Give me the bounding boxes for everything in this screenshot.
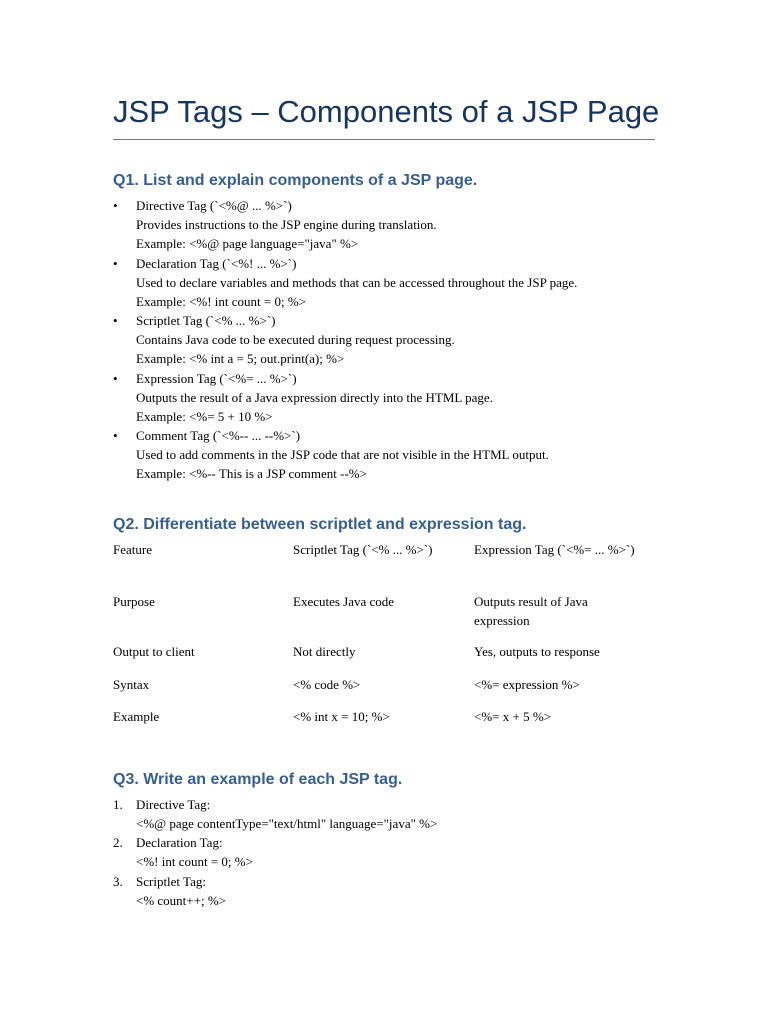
tag-example: Example: <%-- This is a JSP comment --%> (136, 466, 367, 481)
table-cell: Syntax (113, 677, 150, 692)
q2-heading: Q2. Differentiate between scriptlet and expression tag. (113, 516, 527, 533)
bullet-icon: • (113, 371, 118, 386)
tag-label: Scriptlet Tag: (136, 874, 206, 889)
tag-name: Scriptlet Tag (`<% ... %>`) (136, 313, 276, 328)
tag-name: Expression Tag (`<%= ... %>`) (136, 371, 297, 386)
list-number: 1. (113, 797, 123, 812)
table-cell: Executes Java code (293, 594, 395, 609)
list-number: 2. (113, 835, 123, 850)
table-cell: <% int x = 10; %> (293, 709, 390, 724)
table-cell: Yes, outputs to response (474, 644, 600, 659)
tag-description: Used to declare variables and methods that can be accessed throughout the JSP page. (136, 275, 578, 290)
table-cell: Output to client (113, 644, 195, 659)
tag-example: Example: <%= 5 + 10 %> (136, 409, 273, 424)
table-header-cell: Feature (113, 542, 152, 557)
table-cell: <%= x + 5 %> (474, 709, 551, 724)
q1-heading: Q1. List and explain components of a JSP page. (113, 172, 478, 189)
tag-name: Comment Tag (`<%-- ... --%>`) (136, 428, 301, 443)
bullet-icon: • (113, 428, 118, 443)
tag-code: <%@ page contentType="text/html" language="java" %> (136, 816, 438, 831)
bullet-icon: • (113, 256, 118, 271)
tag-example: Example: <% int a = 5; out.print(a); %> (136, 351, 345, 366)
tag-example: Example: <%! int count = 0; %> (136, 294, 307, 309)
table-cell: <%= expression %> (474, 677, 580, 692)
bullet-icon: • (113, 313, 118, 328)
tag-description: Used to add comments in the JSP code that are not visible in the HTML output. (136, 447, 549, 462)
q3-heading: Q3. Write an example of each JSP tag. (113, 771, 403, 788)
tag-code: <% count++; %> (136, 893, 226, 908)
tag-description: Outputs the result of a Java expression directly into the HTML page. (136, 390, 493, 405)
tag-description: Provides instructions to the JSP engine during translation. (136, 217, 437, 232)
tag-label: Declaration Tag: (136, 835, 223, 850)
tag-name: Declaration Tag (`<%! ... %>`) (136, 256, 297, 271)
bullet-icon: • (113, 198, 118, 213)
tag-example: Example: <%@ page language="java" %> (136, 236, 359, 251)
document-title: JSP Tags – Components of a JSP Page (113, 94, 660, 129)
table-header-cell: Scriptlet Tag (`<% ... %>`) (293, 542, 433, 557)
table-cell: Outputs result of Java expression (474, 594, 588, 628)
table-cell: Purpose (113, 594, 155, 609)
table-cell: <% code %> (293, 677, 361, 692)
tag-label: Directive Tag: (136, 797, 211, 812)
list-number: 3. (113, 874, 123, 889)
title-underline (113, 139, 655, 140)
tag-description: Contains Java code to be executed during request processing. (136, 332, 455, 347)
tag-code: <%! int count = 0; %> (136, 854, 253, 869)
table-cell: Not directly (293, 644, 356, 659)
table-header-cell: Expression Tag (`<%= ... %>`) (474, 542, 635, 557)
tag-name: Directive Tag (`<%@ ... %>`) (136, 198, 292, 213)
table-cell: Example (113, 709, 160, 724)
